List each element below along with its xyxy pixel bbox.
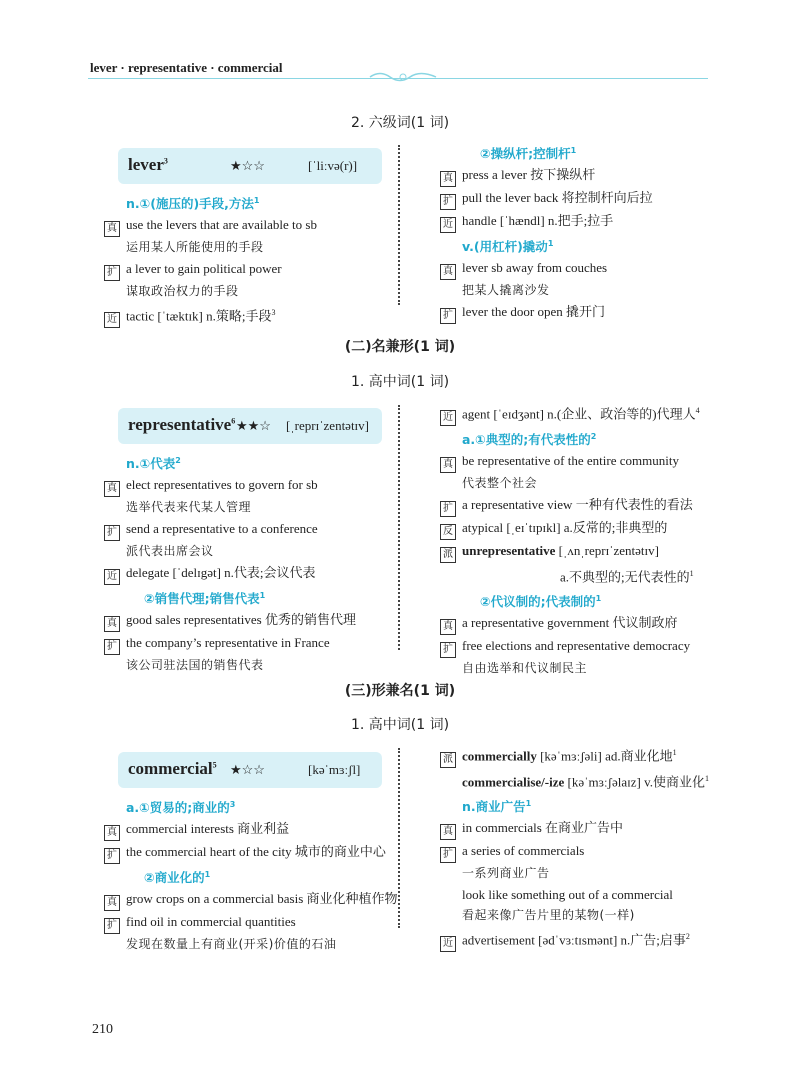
commercial-left-column (104, 794, 398, 955)
commercial-right-column (440, 742, 740, 952)
tag-kuo-icon: 扩 (104, 918, 120, 934)
column-divider (398, 145, 406, 305)
tag-zhen-icon: 真 (104, 895, 120, 911)
translation: 发现在数量上有商业(开采)价值的石油 (126, 937, 337, 952)
antonym: 反 atypical [ˌeɪˈtɪpɪkl] a.反常的;非典型的 (440, 517, 740, 540)
phonetic: [kəˈmɜːʃl] (308, 762, 361, 777)
frequency-stars: ★☆☆ (230, 158, 265, 173)
tag-pai-icon: 派 (440, 752, 456, 768)
tag-kuo-icon: 扩 (104, 265, 120, 281)
tag-jin-icon: 近 (104, 569, 120, 585)
headword: lever$^3$ (128, 155, 168, 174)
example: 真 in commercials 在商业广告中 (440, 817, 740, 840)
sense-label: ②商业化的$^1$ (144, 870, 211, 886)
example: 真 press a lever 按下操纵杆 (440, 164, 740, 187)
example: 真 a representative government 代议制政府 (440, 612, 740, 635)
translation: 该公司驻法国的销售代表 (126, 658, 264, 673)
sense-label: v.(用杠杆)撬动$^1$ (462, 239, 554, 255)
headword-box-representative (118, 408, 382, 444)
translation: 派代表出席会议 (126, 544, 214, 559)
tag-jin-icon: 近 (440, 217, 456, 233)
translation: 选举代表来代某人管理 (126, 500, 252, 515)
section-subtitle-3: 1. 高中词(1 词) (350, 717, 450, 733)
headword: representative$^6$ (128, 415, 236, 434)
header-rule (88, 78, 708, 79)
headword-box-commercial (118, 752, 382, 788)
synonym: 近 agent [ˈeɪdʒənt] n.(企业、政治等的)代理人$^4$ (440, 400, 740, 426)
tag-jin-icon: 近 (440, 410, 456, 426)
derivative: commercialise/-ize [kəˈmɜːʃəlaɪz] v.使商业化$^1$ (462, 774, 709, 790)
translation: 看起来像广告片里的某物(一样) (462, 907, 635, 922)
tag-zhen-icon: 真 (440, 264, 456, 280)
derivative: 派 unrepresentative [ˌʌnˌreprɪˈzentətɪv] (440, 540, 740, 563)
sense-label: a.①典型的;有代表性的$^2$ (462, 432, 597, 448)
example: 真 elect representatives to govern for sb (104, 474, 394, 497)
synonym: 近 advertisement [ədˈvɜːtɪsmənt] n.广告;启事$^2$ (440, 926, 740, 952)
page-number: 210 (92, 1022, 113, 1037)
tag-zhen-icon: 真 (440, 619, 456, 635)
example: 真 lever sb away from couches (440, 257, 740, 280)
example: look like something out of a commercial (462, 886, 673, 902)
synonym: 近 tactic [ˈtæktɪk] n.策略;手段$^3$ (104, 302, 394, 328)
headword-box-lever (118, 148, 382, 184)
derivative: 派 commercially [kəˈmɜːʃəli] ad.商业化地$^1$ (440, 742, 740, 768)
representative-right-column (440, 400, 740, 679)
tag-kuo-icon: 扩 (440, 501, 456, 517)
tag-zhen-icon: 真 (104, 221, 120, 237)
example: 扩 send a representative to a conference (104, 518, 394, 541)
example: 真 commercial interests 商业利益 (104, 818, 394, 841)
tag-kuo-icon: 扩 (440, 847, 456, 863)
tag-zhen-icon: 真 (440, 824, 456, 840)
tag-pai-icon: 派 (440, 547, 456, 563)
column-divider (398, 748, 406, 928)
section-title-2: (二)名兼形(1 词) (344, 339, 456, 355)
headword: commercial$^5$ (128, 759, 217, 778)
translation: 一系列商业广告 (462, 865, 550, 880)
tag-zhen-icon: 真 (104, 616, 120, 632)
tag-jin-icon: 近 (104, 312, 120, 328)
frequency-stars: ★★☆ (236, 418, 271, 433)
example: 真 use the levers that are available to sb (104, 214, 394, 237)
phonetic: [ˌreprɪˈzentətɪv] (286, 418, 370, 433)
synonym: 近 delegate [ˈdelɪgət] n.代表;会议代表 (104, 562, 394, 585)
example: 真 be representative of the entire community (440, 450, 740, 473)
tag-zhen-icon: 真 (440, 457, 456, 473)
sense-label: ②销售代理;销售代表$^1$ (144, 591, 266, 607)
synonym: 近 handle [ˈhændl] n.把手;拉手 (440, 210, 740, 233)
tag-kuo-icon: 扩 (104, 639, 120, 655)
tag-zhen-icon: 真 (104, 825, 120, 841)
derivative-meaning: a.不典型的;无代表性的$^1$ (560, 569, 694, 585)
tag-kuo-icon: 扩 (440, 194, 456, 210)
column-divider (398, 405, 406, 650)
sense-label: ②操纵杆;控制杆$^1$ (480, 146, 577, 162)
section-title-3: (三)形兼名(1 词) (344, 683, 456, 699)
section-subtitle-1: 2. 六级词(1 词) (350, 115, 450, 131)
tag-kuo-icon: 扩 (440, 308, 456, 324)
example: 扩 the commercial heart of the city 城市的商业中心 (104, 841, 394, 864)
translation: 代表整个社会 (462, 476, 538, 491)
example: 真 grow crops on a commercial basis 商业化种植作物 (104, 888, 394, 911)
example: 扩 find oil in commercial quantities (104, 911, 394, 934)
tag-kuo-icon: 扩 (440, 642, 456, 658)
header-ornament (368, 68, 438, 86)
translation: 谋取政治权力的手段 (126, 284, 239, 299)
tag-zhen-icon: 真 (104, 481, 120, 497)
translation: 自由选举和代议制民主 (462, 660, 588, 675)
tag-kuo-icon: 扩 (104, 848, 120, 864)
sense-label: n.①代表$^2$ (126, 456, 181, 472)
example: 扩 lever the door open 撬开门 (440, 301, 740, 324)
lever-left-column (104, 190, 394, 328)
sense-label: n.商业广告$^1$ (462, 798, 532, 814)
example: 扩 pull the lever back 将控制杆向后拉 (440, 187, 740, 210)
example: 扩 free elections and representative democracy (440, 635, 740, 658)
tag-fan-icon: 反 (440, 524, 456, 540)
section-subtitle-2: 1. 高中词(1 词) (350, 374, 450, 390)
tag-zhen-icon: 真 (440, 171, 456, 187)
tag-kuo-icon: 扩 (104, 525, 120, 541)
sense-label: ②代议制的;代表制的$^1$ (480, 593, 602, 609)
frequency-stars: ★☆☆ (230, 762, 265, 777)
example: 真 good sales representatives 优秀的销售代理 (104, 609, 394, 632)
lever-right-column (440, 140, 740, 324)
translation: 运用某人所能使用的手段 (126, 240, 264, 255)
representative-left-column (104, 450, 394, 676)
phonetic: [ˈliːvə(r)] (308, 158, 358, 173)
example: 扩 the company’s representative in France (104, 632, 394, 655)
running-header: lever · representative · commercial (90, 60, 283, 75)
sense-label: n.①(施压的)手段,方法$^1$ (126, 196, 260, 212)
example: 扩 a series of commercials (440, 840, 740, 863)
translation: 把某人撬离沙发 (462, 283, 550, 298)
sense-label: a.①贸易的;商业的$^3$ (126, 800, 236, 816)
example: 扩 a representative view 一种有代表性的看法 (440, 494, 740, 517)
example: 扩 a lever to gain political power (104, 258, 394, 281)
tag-jin-icon: 近 (440, 936, 456, 952)
